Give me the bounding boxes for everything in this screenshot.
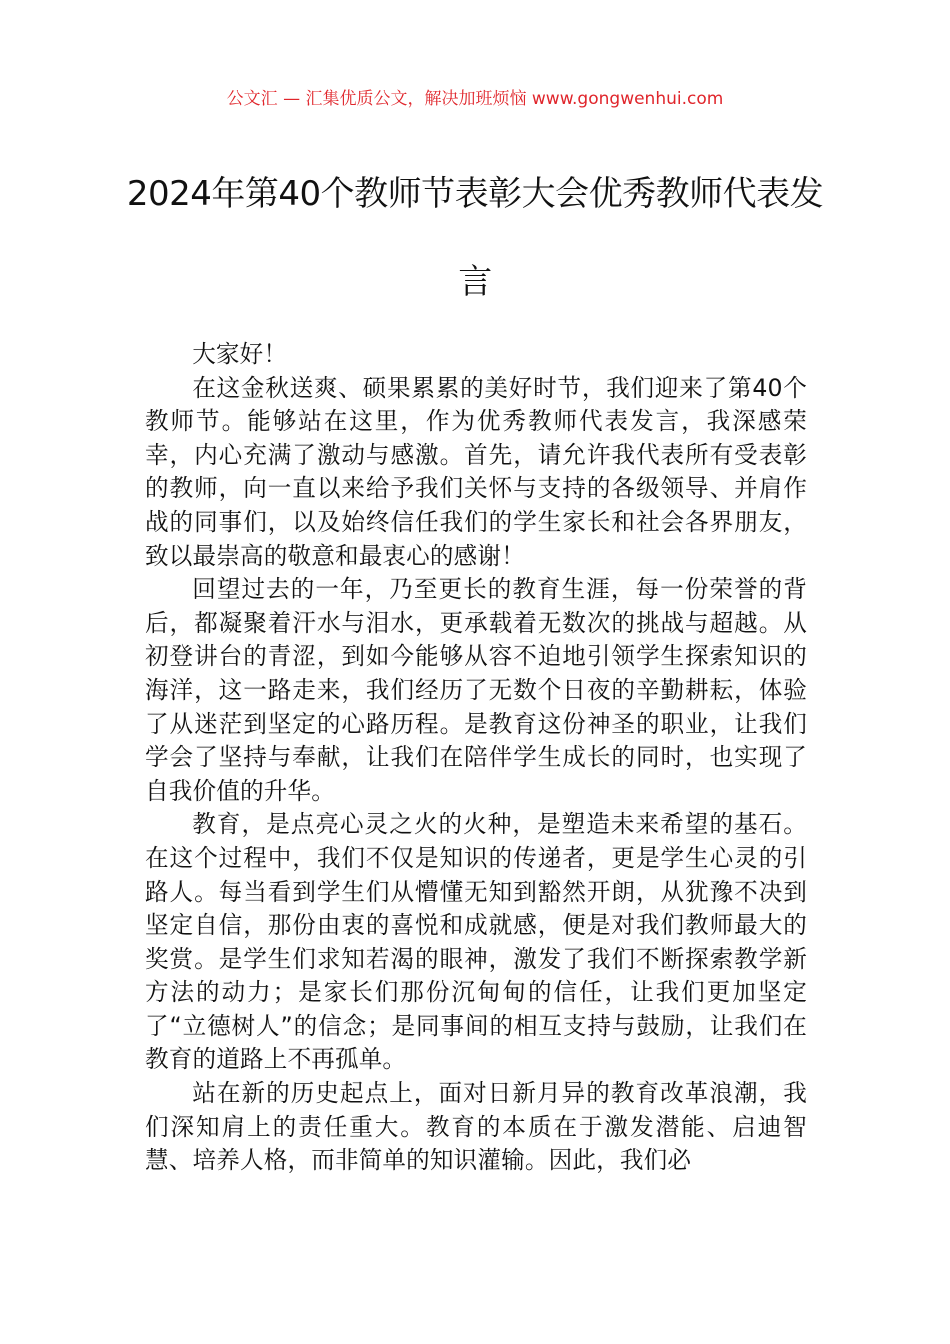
document-title: 2024年第40个教师节表彰大会优秀教师代表发言 bbox=[126, 174, 824, 302]
watermark-banner: 公文汇 — 汇集优质公文，解决加班烦恼 www.gongwenhui.com bbox=[226, 89, 724, 109]
greeting-paragraph: 大家好！ bbox=[192, 340, 288, 368]
body-paragraph: 站在新的历史起点上，面对日新月异的教育改革浪潮，我们深知肩上的责任重大。教育的本质在于激发潜能、启迪智慧、培养人格，而非简单的知识灌输。因此，我们必 bbox=[145, 1079, 807, 1175]
document-body bbox=[145, 338, 807, 1178]
body-paragraph: 在这金秋送爽、硕果累累的美好时节，我们迎来了第40个教师节。能够站在这里，作为优秀教师代表发言，我深感荣幸，内心充满了激动与感激。首先，请允许我代表所有受表彰的教师，向一直以来给予我们关怀与支持的各级领导、并肩作战的同事们，以及始终信任我们的学生家长和社会各界朋友，致以最崇高的敬意和最衷心的感谢！ bbox=[145, 373, 807, 570]
body-paragraph: 回望过去的一年，乃至更长的教育生涯，每一份荣誉的背后，都凝聚着汗水与泪水，更承载着无数次的挑战与超越。从初登讲台的青涩，到如今能够从容不迫地引领学生探索知识的海洋，这一路走来，我们经历了无数个日夜的辛勤耕耘，体验了从迷茫到坚定的心路历程。是教育这份神圣的职业，让我们学会了坚持与奉献，让我们在陪伴学生成长的同时，也实现了自我价值的升华。 bbox=[145, 575, 807, 805]
body-paragraph: 教育，是点亮心灵之火的火种，是塑造未来希望的基石。在这个过程中，我们不仅是知识的传递者，更是学生心灵的引路人。每当看到学生们从懵懂无知到豁然开朗，从犹豫不决到坚定自信，那份由衷的喜悦和成就感，便是对我们教师最大的奖赏。是学生们求知若渴的眼神，激发了我们不断探索教学新方法的动力；是家长们那份沉甸甸的信任，让我们更加坚定了“立德树人”的信念；是同事间的相互支持与鼓励，让我们在教育的道路上不再孤单。 bbox=[145, 810, 807, 1074]
